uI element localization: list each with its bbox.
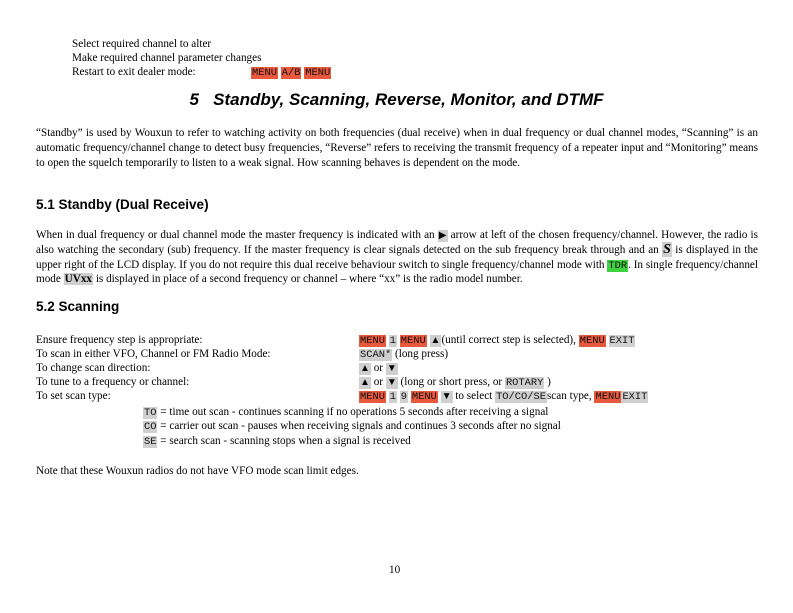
up-arrow-icon: ▲ <box>360 363 370 374</box>
intro-keys <box>251 65 331 79</box>
menu-key: MENU <box>252 67 277 79</box>
section-number: 5 <box>189 90 199 109</box>
scan-row-label: Ensure frequency step is appropriate: <box>36 334 203 346</box>
section-title: Standby, Scanning, Reverse, Monitor, and DTMF <box>213 90 604 109</box>
scan-row-label: To change scan direction: <box>36 362 151 374</box>
section-5-paragraph: “Standby” is used by Wouxun to refer to watching activity on both frequencies (dual receive) when in dual frequency or dual channel modes, “Scanning” is an automatic frequency/channel change to detect busy frequencies, “Reverse” refers to receiving the transmit frequency of a repeater input and “Monitoring” means to open the squelch temporarily to listen to a weak signal. How scanning behaves is dependent on the mode. <box>36 127 758 169</box>
up-arrow-icon: ▲ <box>430 335 441 346</box>
text: (long press) <box>394 348 449 360</box>
digit-key: 1 <box>389 391 396 403</box>
text: scan type, <box>546 390 592 402</box>
text: arrow at left of the chosen frequency/channel. However, the radio is also watching the secondary (sub) frequency. If the master frequency is clear signals detected on the sub frequency break through and an <box>36 229 759 256</box>
sub-s-icon: S <box>663 241 671 257</box>
rotary-key: ROTARY <box>505 377 544 389</box>
section-5-1-paragraph <box>36 228 758 287</box>
text: (long or short press, or <box>400 376 503 388</box>
up-arrow-icon: ▲ <box>360 377 370 388</box>
intro-line-1: Select required channel to alter <box>72 38 212 50</box>
text: = time out scan - continues scanning if no operations 5 seconds after receiving a signal <box>160 406 549 418</box>
intro-line-3: Restart to exit dealer mode: <box>72 66 196 78</box>
exit-key: EXIT <box>609 335 635 347</box>
scan-row-3-keys <box>359 361 398 375</box>
section-5-2-heading: 5.2 Scanning <box>36 299 120 314</box>
menu-key: MENU <box>579 335 605 347</box>
text: to select <box>455 390 493 402</box>
section-5-1-heading: 5.1 Standby (Dual Receive) <box>36 197 209 212</box>
uvxx-label: UVxx <box>64 273 93 286</box>
scan-type-to <box>143 405 548 419</box>
text: is displayed in the upper right of the LCD display. If you do not require this dual receive behaviour switch to single frequency/channel mode with <box>36 243 759 271</box>
scan-row-5-keys <box>359 389 648 403</box>
digit-key: 9 <box>400 391 408 403</box>
menu-key: MENU <box>360 335 385 347</box>
scan-row-1-keys <box>359 333 635 347</box>
tdr-key: TDR <box>608 259 628 272</box>
text: or <box>373 376 384 388</box>
digit-key: 1 <box>389 335 396 347</box>
scan-row-4-keys <box>359 375 551 389</box>
scan-key: SCAN* <box>360 349 392 361</box>
scan-type-code: CO <box>144 421 157 433</box>
text: When in dual frequency or dual channel mode the master frequency is indicated with an <box>36 229 435 241</box>
text: . In single frequency/channel mode <box>36 258 758 286</box>
text: ) <box>547 376 551 388</box>
scan-row-label: To tune to a frequency or channel: <box>36 376 190 388</box>
intro-line-2: Make required channel parameter changes <box>72 52 262 64</box>
text: is displayed in place of a second frequency or channel – where “xx” is the radio model number. <box>95 273 523 286</box>
ab-key: A/B <box>281 67 301 79</box>
scan-type-se <box>143 434 411 448</box>
down-arrow-icon: ▼ <box>386 363 397 374</box>
page-number: 10 <box>389 564 401 576</box>
down-arrow-icon: ▼ <box>386 377 397 388</box>
master-arrow-icon: ▶ <box>438 230 447 241</box>
down-arrow-icon: ▼ <box>441 391 452 402</box>
scan-note: Note that these Wouxun radios do not have VFO mode scan limit edges. <box>36 465 359 477</box>
section-5-heading <box>0 90 793 110</box>
menu-key: MENU <box>400 335 426 347</box>
menu-key: MENU <box>595 391 621 403</box>
scan-row-label: To scan in either VFO, Channel or FM Radio Mode: <box>36 348 271 360</box>
text: (until correct step is selected), <box>441 334 576 346</box>
scan-type-co <box>143 419 561 433</box>
text: = carrier out scan - pauses when receiving signals and continues 3 seconds after no signal <box>160 420 561 432</box>
exit-key: EXIT <box>622 391 648 403</box>
scan-row-label: To set scan type: <box>36 390 111 402</box>
scan-type-code: TO <box>144 407 157 419</box>
menu-key: MENU <box>360 391 385 403</box>
text: or <box>373 362 384 374</box>
scan-type-code: SE <box>144 436 157 448</box>
menu-key: MENU <box>305 67 331 79</box>
menu-key: MENU <box>411 391 437 403</box>
text: = search scan - scanning stops when a signal is received <box>160 435 411 447</box>
scan-type-key: TO/CO/SE <box>496 391 546 403</box>
scan-row-2-keys <box>359 347 448 361</box>
